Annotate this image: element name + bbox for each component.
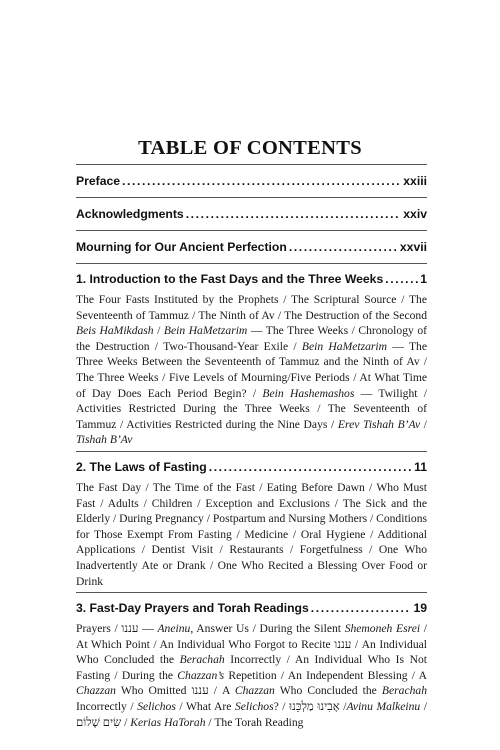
dot-leader: [385, 269, 418, 289]
dot-leader: [209, 457, 412, 477]
chapter-title: 2. The Laws of Fasting: [76, 459, 207, 474]
entry-title: Acknowledgments: [76, 207, 184, 221]
table-of-contents: [76, 164, 427, 733]
entry-page: xxvii: [399, 240, 427, 254]
chapter-page: 1: [420, 272, 427, 286]
chapter-description: Prayers / עננו — Aneinu, Answer Us / During the Silent Shemoneh Esrei / At Which Point / An Individual Who Forgot to Recite עננו / An Individual Who Concluded the Berachah Incorrectly / An Individual Who Is Not Fasting / During the Chazzan’s Repetition / An Independent Blessing / A Chazzan Who Omitted עננו / A Chazzan Who Concluded the Berachah Incorrectly / Selichos / What Are Selichos? / אָבִינוּ מַלְכֵּנוּ /Avinu Malkeinu / שִׂים שָׁלוֹם / Kerias HaTorah / The Torah Reading: [76, 622, 428, 729]
toc-entry-acknowledgments: [76, 198, 427, 230]
entry-page: xxiii: [403, 174, 427, 188]
dot-leader: [186, 204, 402, 224]
dot-leader: [122, 171, 401, 191]
dot-leader: [289, 237, 398, 257]
chapter-description: The Fast Day / The Time of the Fast / Eating Before Dawn / Who Must Fast / Adults / Children / Exception and Exclusions / The Sick and the Elderly / During Pregnancy / Postpartum and Nursing Mothers / Conditions for Those Exempt From Fasting / Medicine / Oral Hygiene / Additional Applications / Dentist Visit / Restaurants / Forgetfulness / One Who Inadvertently Ate or Drank / One Who Recited a Blessing Over Food or Drink: [76, 480, 427, 588]
entry-title: Mourning for Our Ancient Perfection: [76, 240, 287, 254]
entry-page: xxiv: [403, 207, 427, 221]
page-title: TABLE OF CONTENTS: [138, 137, 362, 159]
chapter-title: 1. Introduction to the Fast Days and the Three Weeks: [76, 272, 384, 286]
toc-chapter-3: [76, 593, 427, 733]
chapter-page: 11: [414, 459, 427, 474]
chapter-title: 3. Fast-Day Prayers and Torah Readings: [76, 601, 309, 616]
entry-title: Preface: [76, 174, 121, 188]
dot-leader: [311, 598, 412, 618]
chapter-description: The Four Fasts Instituted by the Prophets / The Scriptural Source / The Seventeenth of Tammuz / The Ninth of Av / The Destruction of the Second Beis HaMikdash / Bein HaMetzarim — The Three Weeks / Chronology of the Destruction / Two-Thousand-Year Exile / Bein HaMetzarim — The Three Weeks Between the Seventeenth of Tammuz and the Ninth of Av / The Three Weeks / Five Levels of Mourning/Five Periods / At What Time of Day Does Each Period Begin? / Bein Hashemashos — Twilight / Activities Restricted During the Three Weeks / The Seventeenth of Tammuz / Activities Restricted during the Nine Days / Erev Tishah B’Av / Tishah B’Av: [76, 293, 428, 447]
chapter-page: 19: [413, 601, 427, 616]
toc-chapter-2: [76, 452, 427, 592]
toc-entry-mourning: [76, 231, 427, 263]
toc-entry-preface: [76, 165, 427, 197]
toc-chapter-1: [76, 264, 427, 451]
